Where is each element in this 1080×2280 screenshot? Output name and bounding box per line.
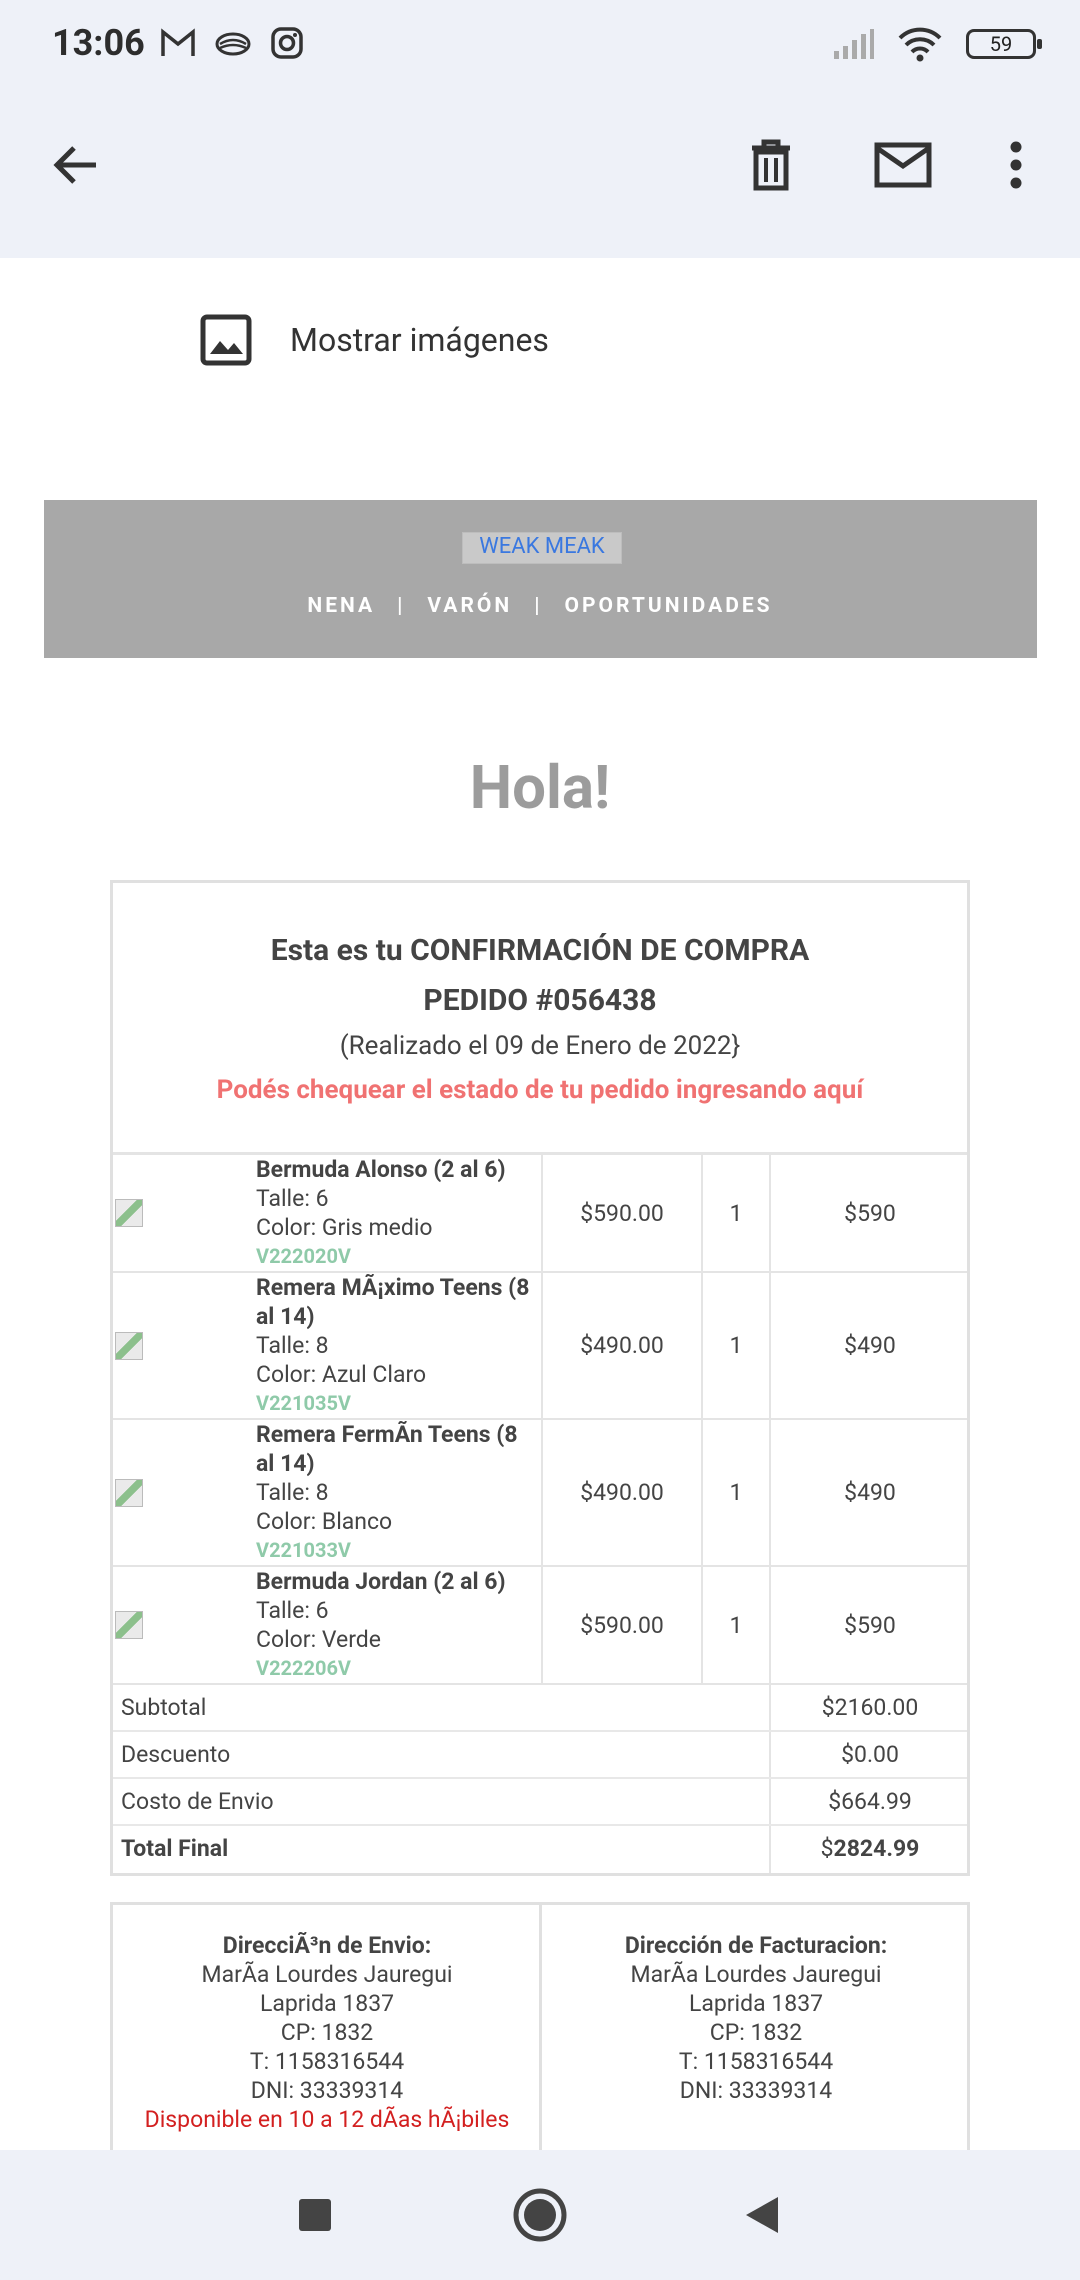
- line-total: $490: [844, 1332, 896, 1359]
- shipping-address-title: DirecciÃ³n de Envio:: [222, 1932, 432, 1959]
- shipping-street: Laprida 1837: [259, 1990, 395, 2017]
- quantity: 1: [729, 1479, 743, 1506]
- mark-unread-button[interactable]: [868, 130, 938, 200]
- product-size: Talle: 8: [256, 1332, 329, 1359]
- line-total: $590: [844, 1611, 896, 1639]
- back-arrow-icon: [50, 140, 100, 190]
- summary-value: $2160.00: [821, 1694, 919, 1721]
- product-color: Color: Verde: [256, 1626, 381, 1653]
- product-color: Color: Gris medio: [256, 1214, 433, 1241]
- notification-icons: [160, 26, 304, 60]
- summary-label: Costo de Envio: [121, 1788, 274, 1815]
- table-row: [113, 1155, 967, 1273]
- cell-divider: [769, 1732, 771, 1777]
- recents-square-icon: [297, 2197, 333, 2233]
- billing-phone: T: 1158316544: [678, 2048, 834, 2075]
- system-back-button[interactable]: [726, 2180, 796, 2250]
- table-row: [113, 1420, 967, 1567]
- summary-value: $0.00: [841, 1741, 899, 1768]
- wifi-icon: [896, 26, 944, 62]
- product-color: Color: Blanco: [256, 1508, 393, 1535]
- product-description: [256, 1567, 538, 1683]
- product-sku: V221033V: [256, 1538, 351, 1562]
- nav-separator: |: [534, 594, 543, 618]
- unit-price: $490.00: [580, 1479, 664, 1506]
- billing-postal-code: CP: 1832: [709, 2019, 803, 2046]
- product-name: Bermuda Jordan (2 al 6): [256, 1568, 506, 1595]
- delete-button[interactable]: [736, 130, 806, 200]
- broken-image-icon: [115, 1199, 143, 1227]
- broken-image-icon: [115, 1332, 143, 1360]
- home-button[interactable]: [505, 2180, 575, 2250]
- order-header: [113, 883, 967, 1155]
- product-sku: V221035V: [256, 1391, 351, 1415]
- billing-address-title: Dirección de Facturacion:: [624, 1932, 888, 1959]
- status-bar: [0, 0, 1080, 90]
- summary-row-total: [113, 1826, 967, 1873]
- image-icon: [200, 314, 252, 366]
- billing-dni: DNI: 33339314: [679, 2077, 833, 2104]
- line-total: $590: [844, 1199, 896, 1227]
- addresses-table: [110, 1902, 970, 2162]
- line-total: $490: [844, 1479, 896, 1506]
- top-bar: [0, 0, 1080, 258]
- total-amount: 2824.99: [833, 1835, 920, 1862]
- product-image-cell: [113, 1155, 253, 1271]
- recents-button[interactable]: [280, 2180, 350, 2250]
- cell-divider: [769, 1826, 771, 1873]
- summary-label: Descuento: [121, 1741, 231, 1768]
- product-description: [256, 1273, 538, 1418]
- shipping-phone: T: 1158316544: [249, 2048, 405, 2075]
- table-row: [113, 1567, 967, 1685]
- nav-link-nena[interactable]: NENA: [307, 594, 376, 618]
- quantity: 1: [729, 1332, 743, 1359]
- mail-icon: [874, 142, 932, 188]
- cell-divider: [769, 1685, 771, 1730]
- email-header-banner: [44, 500, 1037, 658]
- product-image-cell: [113, 1420, 253, 1565]
- trash-icon: [748, 138, 794, 192]
- cloud-icon: [214, 26, 252, 60]
- unit-price: $590.00: [580, 1199, 664, 1227]
- shipping-name: MarÃa Lourdes Jauregui: [201, 1961, 453, 1988]
- shipping-availability: Disponible en 10 a 12 dÃas hÃ¡biles: [144, 2106, 510, 2133]
- order-date: (Realizado el 09 de Enero de 2022}: [339, 1031, 741, 1061]
- summary-label: Total Final: [121, 1835, 229, 1862]
- system-navigation-bar: [0, 2150, 1080, 2280]
- product-size: Talle: 8: [256, 1479, 329, 1506]
- cell-divider: [769, 1567, 771, 1683]
- app-bar: [0, 120, 1080, 220]
- battery-icon: [966, 29, 1036, 59]
- product-name: Remera MÃ¡ximo Teens (8 al 14): [256, 1274, 530, 1330]
- cell-divider: [769, 1273, 771, 1418]
- more-options-button[interactable]: [986, 130, 1046, 200]
- shipping-postal-code: CP: 1832: [280, 2019, 374, 2046]
- product-sku: V222206V: [256, 1656, 351, 1680]
- order-summary: [110, 880, 970, 1876]
- cell-divider: [769, 1779, 771, 1824]
- billing-address: [542, 1905, 970, 2105]
- show-images-button[interactable]: [200, 300, 549, 380]
- product-sku: V222020V: [256, 1244, 351, 1268]
- cell-divider: [769, 1420, 771, 1565]
- brand-logo-link[interactable]: WEAK MEAK: [462, 532, 622, 564]
- nav-link-varon[interactable]: VARÓN: [427, 594, 513, 618]
- greeting-heading: Hola!: [469, 752, 611, 823]
- back-button[interactable]: [40, 130, 110, 200]
- shipping-dni: DNI: 33339314: [250, 2077, 404, 2104]
- quantity: 1: [729, 1611, 743, 1639]
- product-image-cell: [113, 1273, 253, 1418]
- nav-separator: |: [397, 594, 406, 618]
- broken-image-icon: [115, 1479, 143, 1507]
- order-status-link[interactable]: Podés chequear el estado de tu pedido ingresando aquí: [216, 1075, 864, 1105]
- summary-row-discount: [113, 1732, 967, 1779]
- product-image-cell: [113, 1567, 253, 1683]
- product-color: Color: Azul Claro: [256, 1361, 427, 1388]
- summary-row-shipping: [113, 1779, 967, 1826]
- system-status-icons: [832, 26, 1036, 62]
- product-size: Talle: 6: [256, 1185, 329, 1212]
- cell-divider: [769, 1155, 771, 1271]
- summary-value: $664.99: [828, 1788, 912, 1815]
- summary-value: [773, 1826, 967, 1871]
- product-description: [256, 1420, 538, 1565]
- signal-icon: [832, 29, 874, 59]
- home-circle-icon: [512, 2187, 568, 2243]
- table-row: [113, 1273, 967, 1420]
- product-name: Remera FermÃn Teens (8 al 14): [256, 1421, 518, 1477]
- back-triangle-icon: [742, 2195, 780, 2235]
- product-description: [256, 1155, 538, 1271]
- instagram-icon: [270, 26, 304, 60]
- gmail-icon: [160, 26, 196, 60]
- unit-price: $590.00: [580, 1611, 664, 1639]
- product-size: Talle: 6: [256, 1597, 329, 1624]
- billing-name: MarÃa Lourdes Jauregui: [630, 1961, 882, 1988]
- confirmation-title: Esta es tu CONFIRMACIÓN DE COMPRA: [270, 933, 810, 968]
- broken-image-icon: [115, 1611, 143, 1639]
- show-images-label: Mostrar imágenes: [290, 321, 549, 359]
- product-name: Bermuda Alonso (2 al 6): [256, 1156, 506, 1183]
- order-items-table: [113, 1155, 967, 1873]
- summary-row-subtotal: [113, 1685, 967, 1732]
- battery-level: 59: [989, 32, 1013, 56]
- currency-symbol: $: [820, 1835, 834, 1862]
- shipping-address: [113, 1905, 541, 2134]
- nav-link-oportunidades[interactable]: OPORTUNIDADES: [564, 594, 773, 618]
- order-number: PEDIDO #056438: [423, 983, 657, 1018]
- summary-label: Subtotal: [121, 1694, 207, 1721]
- more-vert-icon: [1009, 141, 1023, 189]
- email-category-nav: [0, 594, 1080, 618]
- unit-price: $490.00: [580, 1332, 664, 1359]
- quantity: 1: [729, 1199, 743, 1227]
- billing-street: Laprida 1837: [688, 1990, 824, 2017]
- status-time: 13:06: [52, 22, 145, 64]
